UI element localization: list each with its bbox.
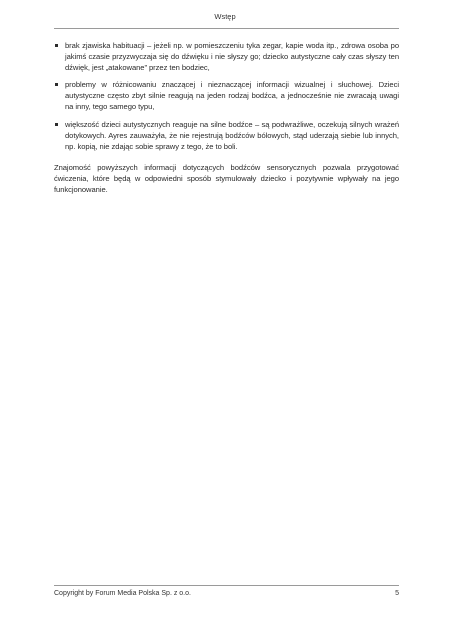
footer-copyright: Copyright by Forum Media Polska Sp. z o.o. bbox=[54, 590, 191, 597]
bullet-text: problemy w różnicowaniu znaczącej i nieznaczącej informacji wizualnej i słuchowej. Dzieci autystyczne często zbyt silnie reagują na jeden rodzaj bodźca, a jednocześnie nie zwracają uwagi na inny, tego samego typu, bbox=[65, 80, 399, 112]
bullet-list bbox=[54, 40, 399, 152]
square-bullet-icon bbox=[55, 83, 58, 86]
square-bullet-icon bbox=[55, 44, 58, 47]
footer-divider bbox=[54, 585, 399, 586]
square-bullet-icon bbox=[55, 123, 58, 126]
bullet-text: brak zjawiska habituacji – jeżeli np. w pomieszczeniu tyka zegar, kapie woda itp., zdrowa osoba po jakimś czasie przyzwyczaja się do dźwięku i nie słyszy go; dziecko autystyczne cały czas słyszy ten dźwięk, jest „atakowane” przez ten bodziec, bbox=[65, 41, 399, 73]
header-divider bbox=[54, 28, 399, 29]
page-number: 5 bbox=[395, 590, 399, 597]
bullet-item bbox=[54, 119, 399, 152]
page-header-title: Wstęp bbox=[214, 12, 236, 21]
body-paragraph: Znajomość powyższych informacji dotyczących bodźców sensorycznych pozwala przygotować ćwiczenia, które będą w odpowiedni sposób stymulowały dziecko i pozytywnie wpływały na jego funkcjonowanie. bbox=[54, 162, 399, 195]
bullet-text: większość dzieci autystycznych reaguje na silne bodźce – są podwrażliwe, oczekują silnych wrażeń dotykowych. Ayres zauważyła, że nie rejestrują bodźców bólowych, stąd uderzają siebie lub innych, np. kopią, nie zdając sobie sprawy z tego, że to boli. bbox=[65, 119, 399, 151]
page-content bbox=[54, 40, 399, 195]
bullet-item bbox=[54, 40, 399, 73]
bullet-item bbox=[54, 79, 399, 112]
